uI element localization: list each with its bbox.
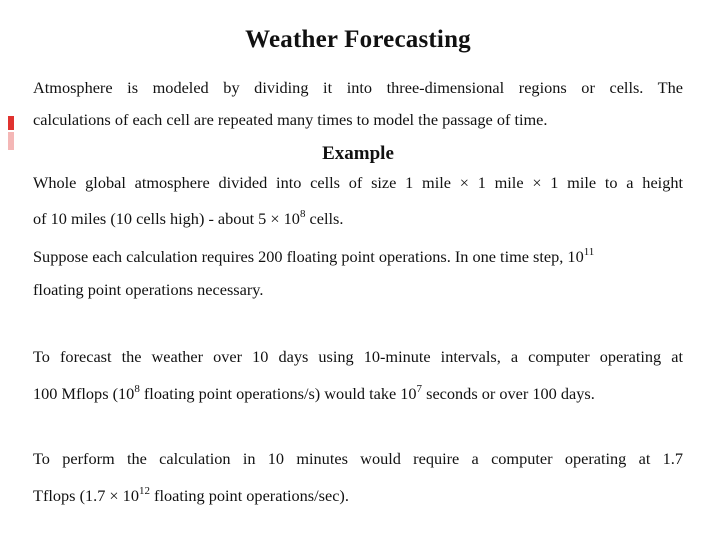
example-heading: Example	[322, 143, 394, 164]
performance-line-2	[33, 477, 683, 514]
forecast-line-1: To forecast the weather over 10 days using 10-minute intervals, a computer operating at	[33, 347, 683, 366]
performance-exponent: 12	[138, 485, 150, 497]
cells-paragraph	[33, 165, 683, 237]
forecast-exponent-1: 8	[134, 383, 140, 395]
cells-line-2	[33, 201, 683, 237]
operations-paragraph	[33, 240, 683, 306]
performance-paragraph	[33, 440, 683, 514]
forecast-exponent-2: 7	[416, 383, 423, 395]
performance-line-2-b: floating point operations/sec).	[149, 486, 349, 505]
forecast-line-2	[33, 375, 683, 412]
forecast-line-2-b: floating point operations/s) would take 10	[139, 384, 417, 403]
accent-bar-top	[8, 116, 14, 130]
cells-line-2-end: cells.	[305, 209, 344, 228]
performance-line-2-a: Tflops (1.7 × 10	[33, 486, 139, 505]
cells-exponent: 8	[299, 208, 306, 220]
intro-line-1: Atmosphere is modeled by dividing it into three-dimensional regions or cells. The	[33, 78, 683, 97]
slide-title: Weather Forecasting	[245, 26, 471, 53]
cells-line-1: Whole global atmosphere divided into cells of size 1 mile × 1 mile × 1 mile to a height	[33, 173, 683, 192]
intro-line-2: calculations of each cell are repeated many times to model the passage of time.	[33, 110, 548, 129]
cells-line-2-text: of 10 miles (10 cells high) - about 5 × 10	[33, 209, 300, 228]
operations-line-1	[33, 240, 683, 273]
operations-line-2: floating point operations necessary.	[33, 280, 264, 299]
performance-line-1: To perform the calculation in 10 minutes would require a computer operating at 1.7	[33, 449, 683, 468]
forecast-paragraph	[33, 338, 683, 412]
forecast-line-2-a: 100 Mflops (10	[33, 384, 135, 403]
operations-line-1-text: Suppose each calculation requires 200 floating point operations. In one time step, 10	[33, 247, 584, 266]
intro-paragraph	[33, 72, 683, 136]
forecast-line-2-c: seconds or over 100 days.	[422, 384, 595, 403]
operations-exponent: 11	[583, 246, 595, 258]
